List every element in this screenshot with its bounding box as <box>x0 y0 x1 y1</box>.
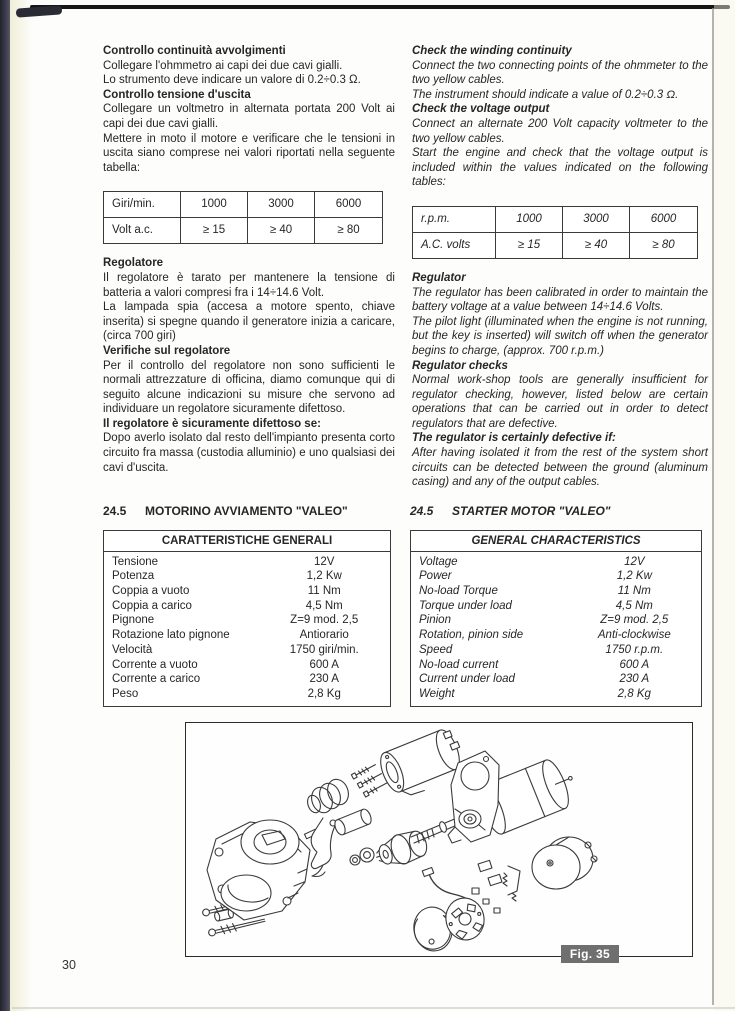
spec-value: 12V <box>313 555 335 568</box>
italian-column <box>103 44 395 475</box>
output-paragraph-en: Connect an alternate 200 Volt capacity voltmeter to the two yellow cables. <box>412 117 708 145</box>
regulator-heading-en: Regulator <box>412 271 466 284</box>
regulator-paragraph-it: La lampada spia (accesa a motore spento, chiave inserita) si spegne quando il generatore inizia a caricare, (circa 700 giri) <box>103 301 395 343</box>
figure-caption: Fig. 35 <box>561 945 619 963</box>
spec-value: 1750 r.p.m. <box>605 643 664 656</box>
voltage-table-it <box>103 191 383 244</box>
table-cell: ≥ 15 <box>181 218 248 244</box>
winding-paragraph-it: Lo strumento deve indicare un valore di 0.2÷0.3 Ω. <box>103 74 361 87</box>
spec-table-title: CARATTERISTICHE GENERALI <box>103 530 391 552</box>
page-fold-shadow <box>10 0 32 1011</box>
table-row <box>104 658 390 673</box>
spec-label: Rotazione lato pignone <box>112 629 230 642</box>
winding-paragraph-en: The instrument should indicate a value of 0.2÷0.3 Ω. <box>412 88 679 101</box>
table-row <box>411 569 701 584</box>
table-row <box>411 687 701 702</box>
table-cell: 3000 <box>248 192 315 218</box>
section-title: MOTORINO AVVIAMENTO "VALEO" <box>145 504 348 518</box>
scan-right-tint <box>714 0 735 1011</box>
regulator-heading-it: Regolatore <box>103 257 164 270</box>
table-row <box>411 555 701 570</box>
regulator-paragraph-it: Il regolatore è tarato per mantenere la tensione di batteria a valori compresi fra i 14÷14.6 Volt. <box>103 271 395 299</box>
table-cell: 6000 <box>630 207 698 233</box>
checks-heading-en: Regulator checks <box>412 359 508 372</box>
scan-top-line <box>30 5 730 9</box>
table-row <box>411 599 701 614</box>
winding-heading-it: Controllo continuità avvolgimenti <box>103 45 286 57</box>
output-heading-en: Check the voltage output <box>412 103 550 116</box>
english-column <box>412 44 708 490</box>
section-title: STARTER MOTOR "VALEO" <box>452 504 611 518</box>
output-paragraph-it: Collegare un voltmetro in alternata portata 200 Volt ai capi dei due cavi gialli. <box>103 103 395 130</box>
spec-value: 230 A <box>309 673 339 686</box>
output-paragraph-it: Mettere in moto il motore e verificare che le tensioni in uscita siano comprese nei valori riportati nella seguente tabella: <box>103 132 395 174</box>
spec-table-body <box>103 551 391 707</box>
spec-value: 12V <box>624 555 645 568</box>
spec-table-it <box>103 530 391 707</box>
table-cell: Giri/min. <box>104 192 181 218</box>
binding-edge <box>0 0 10 1011</box>
spec-label: No-load current <box>419 658 499 671</box>
spec-value: 4,5 Nm <box>615 599 653 612</box>
spec-label: Velocità <box>112 643 153 656</box>
defective-heading-it: Il regolatore è sicuramente difettoso se: <box>103 417 321 430</box>
spec-value: 11 Nm <box>307 585 341 597</box>
table-row <box>411 672 701 687</box>
table-cell: ≥ 80 <box>315 218 383 244</box>
table-row <box>104 687 390 702</box>
starter-section-en <box>410 504 702 707</box>
spec-value: 1,2 Kw <box>616 570 652 583</box>
spec-label: Voltage <box>419 555 458 568</box>
spec-value: Z=9 mod. 2,5 <box>600 614 669 627</box>
spec-label: Corrente a vuoto <box>112 658 198 671</box>
spec-label: Rotation, pinion side <box>419 629 524 642</box>
voltage-table-en <box>412 206 698 259</box>
spec-label: Coppia a vuoto <box>112 585 190 597</box>
spec-value: 1750 giri/min. <box>289 643 359 656</box>
spec-value: 600 A <box>309 658 339 671</box>
spec-label: Speed <box>419 643 453 656</box>
section-heading-en <box>410 504 702 519</box>
output-heading-it: Controllo tensione d'uscita <box>103 88 251 101</box>
spec-label: Pignone <box>112 614 155 627</box>
table-cell: A.C. volts <box>413 233 496 259</box>
table-row <box>411 613 701 628</box>
section-heading-it <box>103 504 391 519</box>
winding-heading-en: Check the winding continuity <box>412 45 572 57</box>
starter-section-it <box>103 504 391 707</box>
table-row <box>104 569 390 584</box>
table-row <box>104 672 390 687</box>
spec-label: Power <box>419 570 452 583</box>
scan-artifact <box>16 5 63 17</box>
spec-label: Torque under load <box>419 599 512 612</box>
exploded-view-drawing <box>186 723 692 956</box>
defective-paragraph-it: Dopo averlo isolato dal resto dell'impianto presenta corto circuito fra massa (custodia alluminio) e uno qualsiasi dei cavi d'uscita. <box>103 432 395 474</box>
table-row <box>104 628 390 643</box>
spec-label: Potenza <box>112 570 155 583</box>
checks-paragraph-it: Per il controllo del regolatore non sono sufficienti le normali attrezzature di officina, diamo comunque qui di seguito alcune indicazioni su misure che servono ad individuare un regolatore sicuramente difettoso. <box>103 359 395 416</box>
spec-label: No-load Torque <box>419 585 498 597</box>
regulator-paragraph-en: The regulator has been calibrated in order to maintain the battery voltage at a value between 14÷14.6 Volts. <box>412 286 708 314</box>
table-row <box>104 643 390 658</box>
table-cell: ≥ 40 <box>563 233 630 259</box>
spec-value: 1,2 Kw <box>306 570 342 583</box>
table-row <box>411 643 701 658</box>
spec-label: Peso <box>112 687 139 700</box>
winding-paragraph-en: Connect the two connecting points of the ohmmeter to the two yellow cables. <box>412 59 708 87</box>
section-number: 24.5 <box>410 504 434 518</box>
table-cell: 3000 <box>563 207 630 233</box>
scan-bottom-line <box>12 1007 735 1009</box>
spec-label: Current under load <box>419 673 515 686</box>
section-number: 24.5 <box>103 504 127 518</box>
spec-value: 4,5 Nm <box>305 599 343 612</box>
table-row <box>411 584 701 599</box>
table-cell: Volt a.c. <box>104 218 181 244</box>
spec-label: Corrente a carico <box>112 673 201 686</box>
spec-value: 230 A <box>619 673 650 686</box>
table-row <box>104 555 390 570</box>
table-row <box>104 584 390 599</box>
spec-label: Coppia a carico <box>112 599 192 612</box>
spec-value: 600 A <box>619 658 650 671</box>
table-cell: r.p.m. <box>413 207 496 233</box>
checks-heading-it: Verifiche sul regolatore <box>103 344 231 357</box>
regulator-paragraph-en: The pilot light (illuminated when the engine is not running, but the key is inserted) will switch off when the generator begins to charge, (approx. 700 r.p.m.) <box>412 315 708 357</box>
spec-table-body <box>410 551 702 707</box>
table-row <box>104 613 390 628</box>
spec-value: 2,8 Kg <box>617 687 651 700</box>
spec-table-en <box>410 530 702 707</box>
spec-table-title: GENERAL CHARACTERISTICS <box>410 530 702 552</box>
winding-paragraph-it: Collegare l'ohmmetro ai capi dei due cavi gialli. <box>103 59 343 72</box>
page-number: 30 <box>62 958 76 972</box>
table-cell: 6000 <box>315 192 383 218</box>
table-row <box>411 628 701 643</box>
starter-motor-exploded-figure <box>185 722 693 961</box>
defective-paragraph-en: After having isolated it from the rest of the system short circuits can be detected between the ground (aluminum casing) and any of the output cables. <box>412 447 708 489</box>
checks-paragraph-en: Normal work-shop tools are generally insufficient for regulator checking, however, listed below are certain operations that can be carried out in order to detect regulators that are defective. <box>412 374 708 430</box>
table-cell: ≥ 40 <box>248 218 315 244</box>
table-cell: ≥ 15 <box>496 233 563 259</box>
table-row <box>411 658 701 673</box>
table-cell: 1000 <box>496 207 563 233</box>
spec-label: Weight <box>419 687 455 700</box>
spec-value: 11 Nm <box>617 585 651 597</box>
defective-heading-en: The regulator is certainly defective if: <box>412 432 616 445</box>
spec-value: Z=9 mod. 2,5 <box>290 614 359 627</box>
output-paragraph-en: Start the engine and check that the voltage output is included within the values indicated on the following tables: <box>412 147 708 189</box>
spec-label: Pinion <box>419 614 451 627</box>
spec-value: Anti-clockwise <box>597 629 671 642</box>
spec-label: Tensione <box>112 555 159 568</box>
table-row <box>104 599 390 614</box>
spec-value: 2,8 Kg <box>307 687 341 700</box>
spec-value: Antiorario <box>299 629 349 642</box>
table-cell: 1000 <box>181 192 248 218</box>
table-cell: ≥ 80 <box>630 233 698 259</box>
